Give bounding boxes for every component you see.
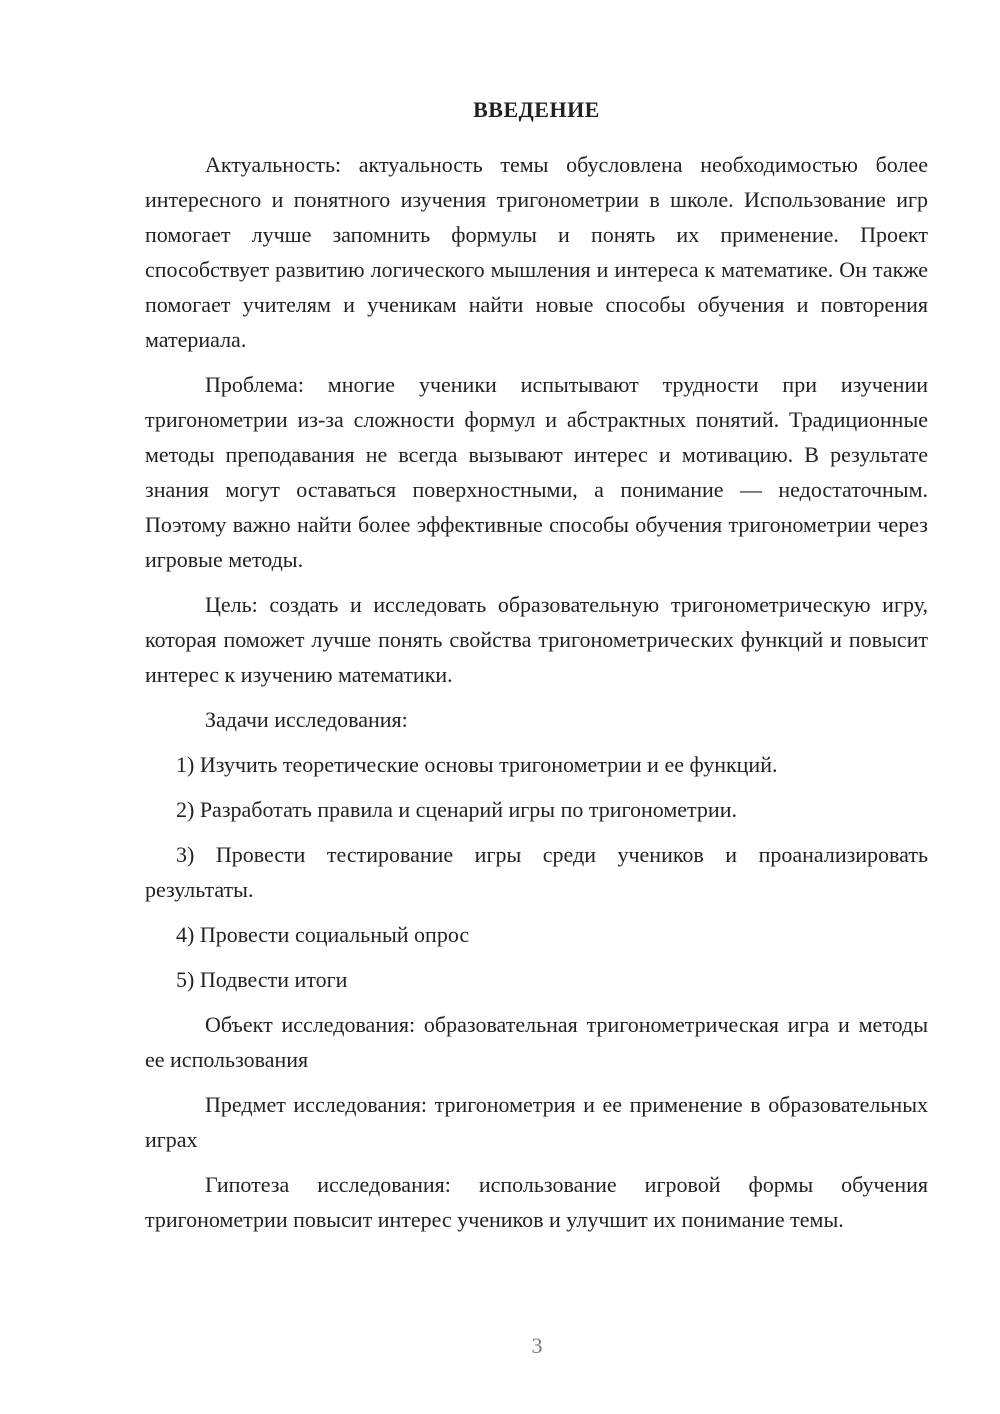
paragraph-object: Объект исследования: образовательная тригонометрическая игра и методы ее использования (145, 1012, 928, 1072)
paragraph-problem: Проблема: многие ученики испытывают трудности при изучении тригонометрии из-за сложности формул и абстрактных понятий. Традиционные методы преподавания не всегда вызывают интерес и мотивацию. В результате знания могут оставаться поверхностными, а понимание — недостаточным. Поэтому важно найти более эффективные способы обучения тригонометрии через игровые методы. (145, 372, 928, 572)
page-content (145, 92, 928, 1247)
task-item-5: 5) Подвести итоги (176, 967, 348, 992)
page-title: ВВЕДЕНИЕ (473, 97, 600, 122)
task-item-3: 3) Провести тестирование игры среди учеников и проанализировать результаты. (145, 842, 928, 902)
task-item-2: 2) Разработать правила и сценарий игры по тригонометрии. (176, 797, 737, 822)
page-number: 3 (531, 1333, 543, 1358)
tasks-heading: Задачи исследования: (205, 707, 408, 732)
task-item-1: 1) Изучить теоретические основы тригонометрии и ее функций. (176, 752, 778, 777)
paragraph-goal: Цель: создать и исследовать образовательную тригонометрическую игру, которая поможет лучше понять свойства тригонометрических функций и повысит интерес к изучению математики. (145, 592, 928, 687)
paragraph-relevance: Актуальность: актуальность темы обусловлена необходимостью более интересного и понятного изучения тригонометрии в школе. Использование игр помогает лучше запомнить формулы и понять их применение. Проект способствует развитию логического мышления и интереса к математике. Он также помогает учителям и ученикам найти новые способы обучения и повторения материала. (145, 152, 928, 352)
paragraph-subject: Предмет исследования: тригонометрия и ее применение в образовательных играх (145, 1092, 928, 1152)
paragraph-hypothesis: Гипотеза исследования: использование игровой формы обучения тригонометрии повысит интерес учеников и улучшит их понимание темы. (145, 1172, 928, 1232)
task-item-4: 4) Провести социальный опрос (176, 922, 470, 947)
